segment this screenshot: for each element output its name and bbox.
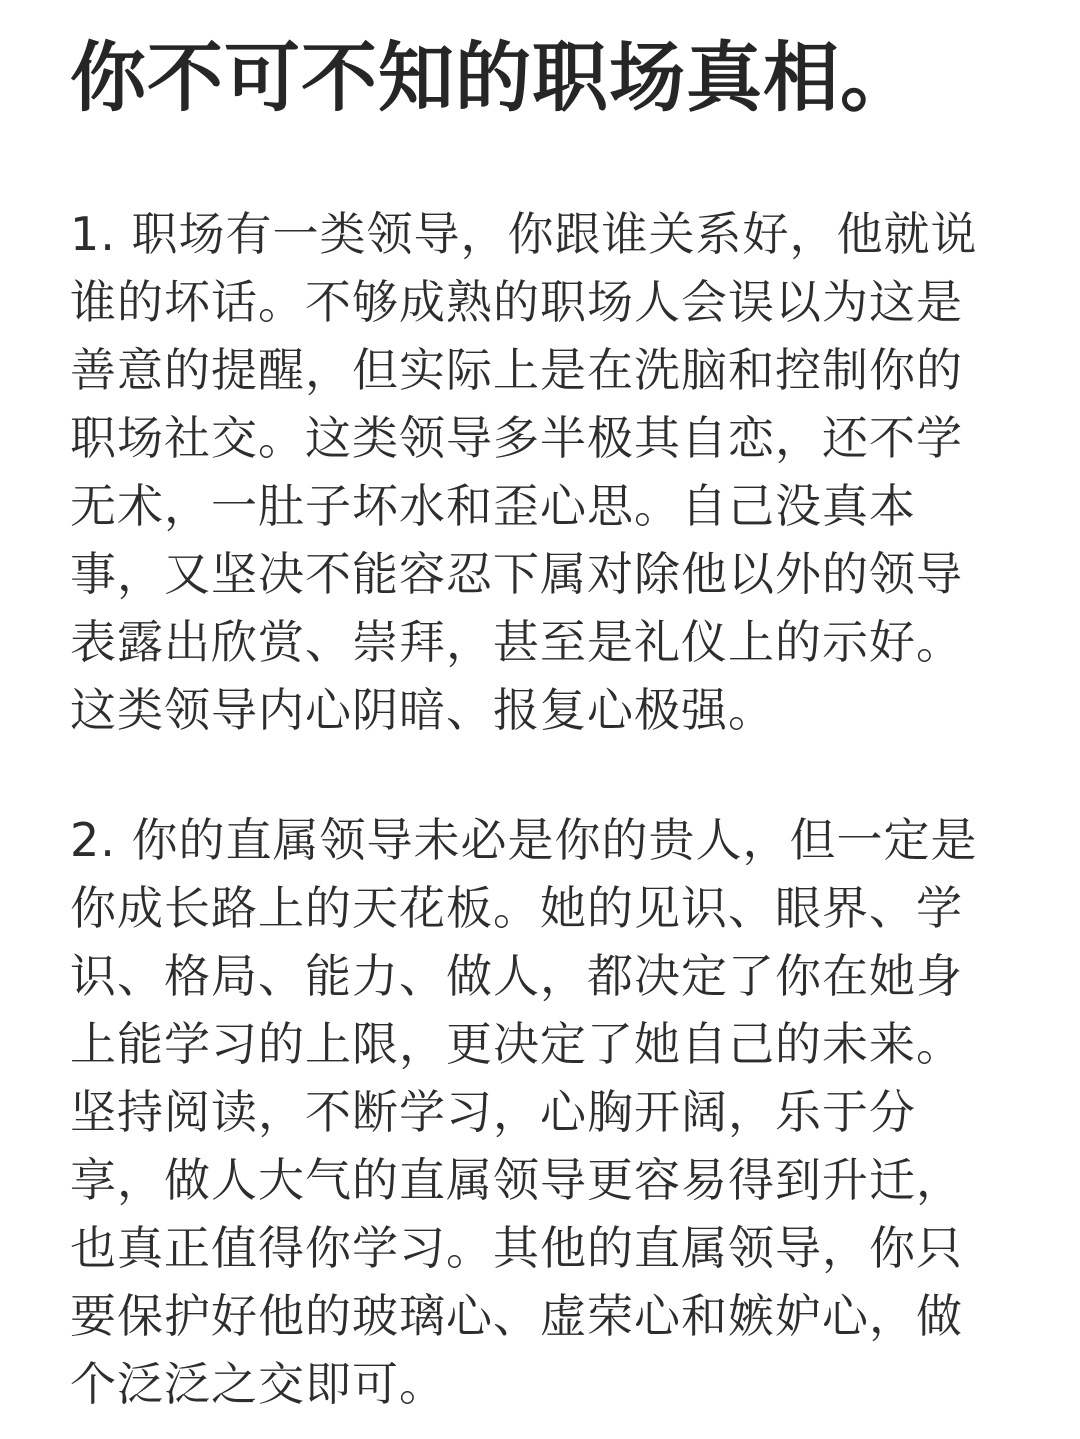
paragraph-1 (70, 200, 1020, 744)
paragraph-line: 这类领导内心阴暗、报复心极强。 (70, 683, 775, 737)
paragraph-line: 上能学习的上限，更决定了她自己的未来。 (70, 1017, 963, 1071)
article-title: 你不可不知的职场真相。 (70, 33, 917, 122)
paragraph-line: 你成长路上的天花板。她的见识、眼界、学 (70, 881, 963, 935)
paragraph-2 (70, 806, 1020, 1418)
paragraph-line: 也真正值得你学习。其他的直属领导，你只 (70, 1221, 963, 1275)
paragraph-line: 谁的坏话。不够成熟的职场人会误以为这是 (70, 275, 963, 329)
paragraph-line: 无术，一肚子坏水和歪心思。自己没真本 (70, 479, 916, 533)
paragraph-line: 1. 职场有一类领导，你跟谁关系好，他就说 (70, 207, 978, 261)
paragraph-line: 职场社交。这类领导多半极其自恋，还不学 (70, 411, 963, 465)
paragraph-line: 享，做人大气的直属领导更容易得到升迁， (70, 1153, 963, 1207)
paragraph-line: 2. 你的直属领导未必是你的贵人，但一定是 (70, 813, 978, 867)
paragraph-line: 事，又坚决不能容忍下属对除他以外的领导 (70, 547, 963, 601)
paragraph-line: 要保护好他的玻璃心、虚荣心和嫉妒心，做 (70, 1289, 963, 1343)
paragraph-line: 个泛泛之交即可。 (70, 1357, 446, 1411)
paragraph-line: 坚持阅读，不断学习，心胸开阔，乐于分 (70, 1085, 916, 1139)
paragraph-line: 识、格局、能力、做人，都决定了你在她身 (70, 949, 963, 1003)
paragraph-line: 善意的提醒，但实际上是在洗脑和控制你的 (70, 343, 963, 397)
paragraph-line: 表露出欣赏、崇拜，甚至是礼仪上的示好。 (70, 615, 963, 669)
